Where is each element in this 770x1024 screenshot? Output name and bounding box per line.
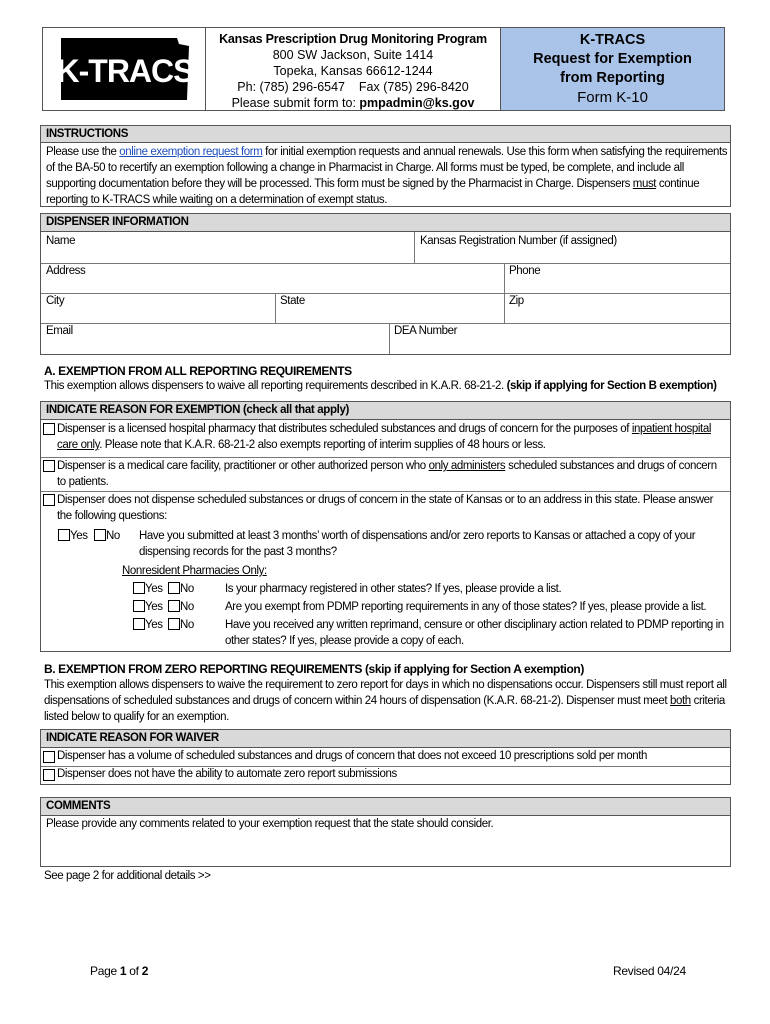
see-page-2: See page 2 for additional details >> bbox=[44, 870, 211, 882]
q3-no-checkbox[interactable] bbox=[168, 600, 180, 612]
reason-medical-facility: Dispenser is a medical care facility, practitioner or other authorized person who only administers scheduled substances and drugs of concern to patients. bbox=[57, 460, 717, 488]
q4-no-checkbox[interactable] bbox=[168, 618, 180, 630]
dispenser-heading: DISPENSER INFORMATION bbox=[41, 214, 730, 232]
no-kansas-dispensing-checkbox[interactable] bbox=[43, 494, 55, 506]
phone-field[interactable]: Phone bbox=[509, 265, 541, 277]
q4-no-option[interactable]: No bbox=[168, 618, 194, 631]
low-volume-checkbox[interactable] bbox=[43, 751, 55, 763]
header-logo-box bbox=[42, 27, 206, 111]
name-field[interactable]: Name bbox=[46, 235, 76, 247]
q1-yes-option[interactable]: Yes bbox=[58, 529, 88, 542]
svg-text:K-TRACS: K-TRACS bbox=[56, 53, 194, 89]
comments-heading: COMMENTS bbox=[41, 798, 730, 816]
online-exemption-request-link[interactable]: online exemption request form bbox=[119, 146, 263, 158]
submit-email[interactable]: pmpadmin@ks.gov bbox=[359, 96, 475, 110]
ktracs-logo bbox=[55, 34, 195, 106]
header-contact-box bbox=[205, 27, 501, 111]
question-disciplinary-action: Have you received any written reprimand, censure or other disciplinary action related to PDMP reporting in other states? If yes, please provide a copy of each. bbox=[225, 619, 724, 647]
submit-line: Please submit form to: pmpadmin@ks.gov bbox=[231, 96, 475, 110]
question-3-months: Have you submitted at least 3 months’ worth of dispensations and/or zero reports to Kansas or attached a copy of your dispensing records for the past 3 months? bbox=[139, 530, 696, 558]
address-line-1: 800 SW Jackson, Suite 1414 bbox=[272, 48, 434, 62]
q1-no-option[interactable]: No bbox=[94, 529, 120, 542]
q3-yes-checkbox[interactable] bbox=[133, 600, 145, 612]
q2-no-option[interactable]: No bbox=[168, 582, 194, 595]
revised-date: Revised 04/24 bbox=[613, 964, 686, 978]
q1-no-checkbox[interactable] bbox=[94, 529, 106, 541]
waiver-reasons-box bbox=[40, 729, 731, 785]
waiver-low-volume: Dispenser has a volume of scheduled substances and drugs of concern that does not exceed 10 prescriptions sold per month bbox=[57, 750, 647, 762]
q4-yes-option[interactable]: Yes bbox=[133, 618, 163, 631]
no-automation-checkbox[interactable] bbox=[43, 769, 55, 781]
q2-yes-option[interactable]: Yes bbox=[133, 582, 163, 595]
q3-yes-option[interactable]: Yes bbox=[133, 600, 163, 613]
q2-yes-checkbox[interactable] bbox=[133, 582, 145, 594]
form-number: Form K-10 bbox=[577, 89, 648, 106]
state-field[interactable]: State bbox=[280, 295, 305, 307]
dispenser-info-box bbox=[40, 213, 731, 355]
comments-field[interactable]: Please provide any comments related to your exemption request that the state should consider. bbox=[46, 818, 494, 830]
instructions-text: Please use the online exemption request form for initial exemption requests and annual renewals. Use this form when satisfying the requirements of the BA-50 to recertify an exemption following a change in Pharmacist in Charge. All forms must be typed, be complete, and include all supporting documentation before they will be processed. This form must be signed by the Pharmacist in Charge. Dispensers must continue reporting to K-TRACS while waiting on a determination of exempt status. bbox=[46, 146, 728, 206]
question-exempt-other-states: Are you exempt from PDMP reporting requirements in any of those states? If yes, please provide a list. bbox=[225, 601, 707, 613]
hospital-pharmacy-checkbox[interactable] bbox=[43, 423, 55, 435]
title-line-1: K-TRACS bbox=[579, 32, 646, 48]
q2-no-checkbox[interactable] bbox=[168, 582, 180, 594]
waiver-no-automation: Dispenser does not have the ability to automate zero report submissions bbox=[57, 768, 397, 780]
medical-facility-checkbox[interactable] bbox=[43, 460, 55, 472]
q4-yes-checkbox[interactable] bbox=[133, 618, 145, 630]
section-a-title: A. EXEMPTION FROM ALL REPORTING REQUIREMENTS bbox=[44, 364, 352, 378]
section-b-description: This exemption allows dispensers to waive the requirement to zero report for days in which no dispensations occur. Dispensers still must report all dispensations of scheduled substances and drugs of concern within 24 hours of dispensation (K.A.R. 68-21-2). Dispenser must meet both criteria listed below to qualify for an exemption. bbox=[44, 679, 727, 723]
nonresident-label: Nonresident Pharmacies Only: bbox=[122, 565, 267, 577]
reason-hospital-pharmacy: Dispenser is a licensed hospital pharmacy that distributes scheduled substances and drugs of concern for the purposes of inpatient hospital care only. Please note that K.A.R. 68-21-2 also exempts reporting of interim supplies of 48 hours or less. bbox=[57, 423, 711, 451]
address-field[interactable]: Address bbox=[46, 265, 86, 277]
title-line-2: Request for Exemption bbox=[533, 51, 692, 67]
section-a-description: This exemption allows dispensers to waive all reporting requirements described in K.A.R. 68-21-2. (skip if applying for Section B exemption) bbox=[44, 380, 717, 392]
q1-yes-checkbox[interactable] bbox=[58, 529, 70, 541]
program-name: Kansas Prescription Drug Monitoring Program bbox=[219, 32, 487, 46]
page-number: Page 1 of 2 bbox=[90, 964, 149, 978]
question-registered-other-states: Is your pharmacy registered in other states? If yes, please provide a list. bbox=[225, 583, 562, 595]
waiver-reason-heading: INDICATE REASON FOR WAIVER bbox=[41, 730, 730, 748]
reason-no-kansas-dispensing: Dispenser does not dispense scheduled substances or drugs of concern in the state of Kansas or to an address in this state. Please answer the following questions: bbox=[57, 494, 714, 522]
city-field[interactable]: City bbox=[46, 295, 65, 307]
comments-box bbox=[40, 797, 731, 867]
dea-number-field[interactable]: DEA Number bbox=[394, 325, 458, 337]
instructions-heading: INSTRUCTIONS bbox=[41, 126, 730, 143]
q3-no-option[interactable]: No bbox=[168, 600, 194, 613]
section-b-title: B. EXEMPTION FROM ZERO REPORTING REQUIREMENTS (skip if applying for Section A exemption) bbox=[44, 662, 584, 676]
form-title-box bbox=[500, 27, 725, 111]
phone-fax: Ph: (785) 296-6547 Fax (785) 296-8420 bbox=[237, 80, 469, 94]
title-line-3: from Reporting bbox=[560, 70, 665, 86]
zip-field[interactable]: Zip bbox=[509, 295, 524, 307]
section-a-reasons-box bbox=[40, 401, 731, 652]
instructions-box bbox=[40, 125, 731, 207]
address-line-2: Topeka, Kansas 66612-1244 bbox=[273, 64, 433, 78]
registration-number-field[interactable]: Kansas Registration Number (if assigned) bbox=[420, 235, 617, 247]
exemption-reason-heading: INDICATE REASON FOR EXEMPTION (check all that apply) bbox=[41, 402, 730, 420]
email-field[interactable]: Email bbox=[46, 325, 73, 337]
